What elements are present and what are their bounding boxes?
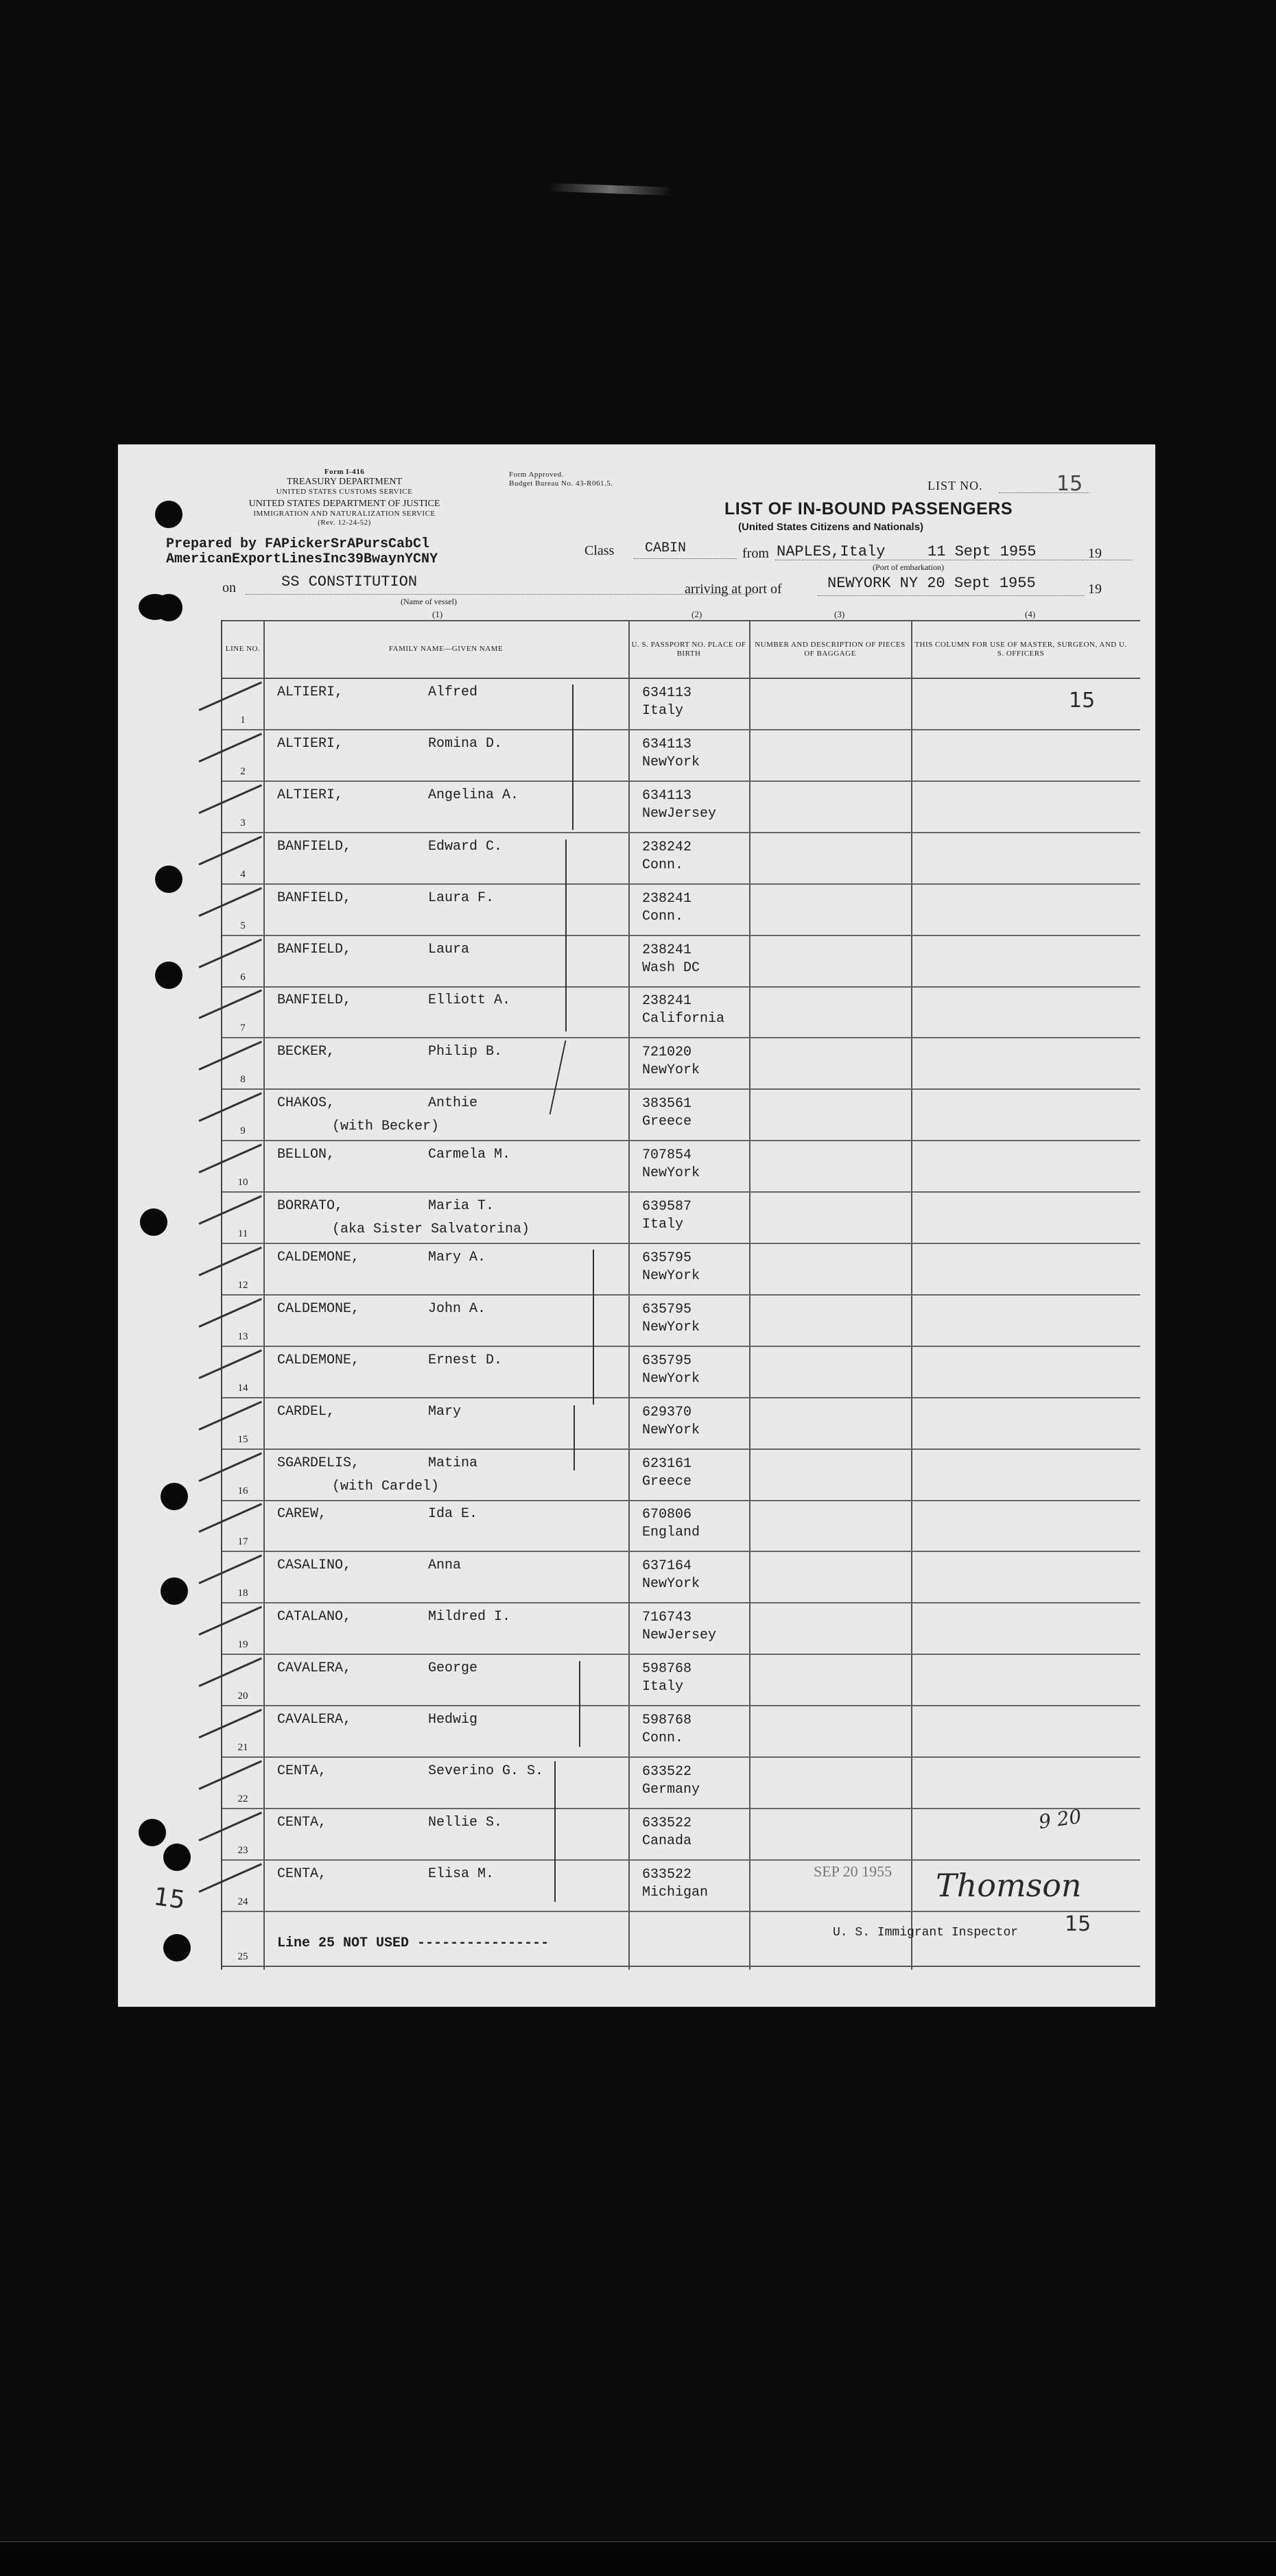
place-of-birth: England [642, 1525, 700, 1541]
given-name: Mary A. [428, 1249, 486, 1265]
line-number: 14 [237, 1382, 248, 1394]
family-name: BORRATO, [277, 1198, 344, 1214]
place-of-birth: Italy [642, 703, 684, 719]
port-embark-label: (Port of embarkation) [873, 562, 944, 572]
passport-number: 670806 [642, 1507, 692, 1523]
passport-cell [642, 1660, 692, 1696]
passport-number: 637164 [642, 1558, 692, 1575]
check-mark [198, 990, 262, 1019]
punch-hole [155, 501, 182, 528]
name-note: (with Cardel) [332, 1478, 440, 1494]
family-bracket [565, 839, 567, 1031]
punch-hole [155, 962, 182, 989]
check-mark [198, 1144, 262, 1173]
arrival-date-stamp: SEP 20 1955 [814, 1863, 893, 1880]
passport-number: 639587 [642, 1199, 692, 1215]
passport-number: 633522 [642, 1815, 692, 1831]
given-name: Angelina A. [428, 787, 519, 803]
family-bracket [554, 1761, 556, 1902]
line-number: 7 [240, 1023, 246, 1034]
passport-number: 238241 [642, 890, 692, 907]
passport-number: 634113 [642, 685, 692, 701]
table-row [222, 1705, 1140, 1758]
line-number: 11 [237, 1228, 248, 1239]
list-no-label: LIST NO. [928, 479, 983, 492]
passport-cell [642, 1352, 700, 1388]
passport-cell [642, 1763, 700, 1799]
from-value: NAPLES,Italy [777, 543, 886, 560]
family-name: SGARDELIS, [277, 1455, 360, 1471]
check-mark [198, 1863, 262, 1892]
check-mark [198, 1400, 262, 1430]
prepared-by: Prepared by FAPickerSrAPursCabCl [166, 536, 430, 552]
class-label: Class [584, 543, 615, 558]
check-mark [198, 1658, 262, 1687]
officer-count: 15 [1069, 689, 1096, 713]
inspector-signature: Thomson [936, 1867, 1082, 1904]
header-passport: U. S. PASSPORT NO. PLACE OF BIRTH [631, 640, 746, 658]
line-number: 20 [237, 1691, 248, 1702]
line-number: 12 [237, 1279, 248, 1291]
check-mark [198, 1555, 262, 1584]
family-name: BELLON, [277, 1147, 335, 1163]
given-name: John A. [428, 1300, 486, 1317]
table-row [222, 1088, 1140, 1141]
check-mark [198, 1503, 262, 1533]
passport-cell [642, 684, 692, 720]
header-name: FAMILY NAME—GIVEN NAME [388, 645, 504, 654]
table-row [222, 883, 1140, 936]
col3-marker: (3) [834, 609, 845, 619]
class-value: CABIN [645, 540, 687, 556]
check-mark [198, 887, 262, 916]
table-row [222, 1756, 1140, 1809]
manifest-subtitle: (United States Citizens and Nationals) [738, 521, 924, 533]
passport-number: 635795 [642, 1250, 692, 1266]
line-number: 2 [240, 765, 246, 777]
check-mark [198, 835, 262, 865]
check-mark [198, 1093, 262, 1122]
given-name: Elliott A. [428, 992, 511, 1009]
vessel-label: (Name of vessel) [401, 597, 457, 606]
given-name: Severino G. S. [428, 1763, 544, 1779]
table-row [222, 1602, 1140, 1655]
arrival-value: NEWYORK NY 20 Sept 1955 [827, 575, 1036, 592]
form-number: Form I-416 [324, 468, 365, 476]
year-prefix-arrival: 19 [1088, 582, 1102, 597]
table-row [222, 1294, 1140, 1347]
family-name: CALDEMONE, [277, 1249, 360, 1265]
place-of-birth: Greece [642, 1114, 692, 1130]
inspector-initials: 9 20 [1037, 1804, 1083, 1834]
passport-cell [642, 1250, 700, 1285]
line-number: 21 [237, 1742, 248, 1753]
punch-hole [161, 1577, 188, 1605]
inspector-label: U. S. Immigrant Inspector [833, 1926, 1019, 1940]
table-row [222, 729, 1140, 782]
customs-label: UNITED STATES CUSTOMS SERVICE [276, 487, 413, 496]
passport-cell [642, 1712, 692, 1748]
film-strip [0, 2541, 1276, 2576]
passport-number: 238241 [642, 942, 692, 958]
family-name: BANFIELD, [277, 941, 352, 957]
given-name: Anthie [428, 1095, 478, 1112]
col4-marker: (4) [1025, 609, 1036, 619]
family-name: CHAKOS, [277, 1095, 335, 1112]
place-of-birth: NewYork [642, 754, 700, 770]
passport-number: 634113 [642, 736, 692, 752]
passport-cell [642, 1198, 692, 1234]
family-name: CAREW, [277, 1506, 327, 1523]
table-row [222, 1140, 1140, 1193]
passport-cell [642, 1866, 708, 1902]
given-name: Ernest D. [428, 1352, 503, 1368]
table-row [222, 1448, 1140, 1501]
place-of-birth: Germany [642, 1781, 700, 1798]
line-number: 16 [237, 1485, 248, 1496]
passport-cell [642, 1044, 700, 1080]
name-note: (aka Sister Salvatorina) [332, 1221, 530, 1237]
family-name: CALDEMONE, [277, 1352, 360, 1368]
margin-count: 15 [152, 1883, 187, 1915]
unused-line-note: Line 25 NOT USED ---------------- [277, 1935, 550, 1951]
line-number: 10 [237, 1177, 248, 1189]
family-name: CALDEMONE, [277, 1300, 360, 1317]
vessel-underline [246, 594, 753, 595]
budget-label: Budget Bureau No. 43-R061.5. [509, 479, 613, 488]
manifest-title: LIST OF IN-BOUND PASSENGERS [724, 499, 1013, 518]
header-officers: THIS COLUMN FOR USE OF MASTER, SURGEON, AND U. S. OFFICERS [914, 640, 1127, 658]
place-of-birth: Italy [642, 1217, 684, 1232]
family-name: CENTA, [277, 1865, 327, 1882]
line-number: 3 [240, 817, 246, 828]
given-name: Romina D. [428, 735, 503, 752]
line-number: 19 [237, 1639, 248, 1651]
line-number: 17 [237, 1536, 248, 1548]
table-row [222, 1191, 1140, 1244]
table-row [222, 1243, 1140, 1296]
family-name: ALTIERI, [277, 684, 344, 700]
place-of-birth: NewYork [642, 1576, 700, 1593]
given-name: Mildred I. [428, 1609, 511, 1625]
given-name: Laura [428, 941, 470, 957]
family-name: ALTIERI, [277, 787, 344, 803]
passport-cell [642, 1815, 692, 1850]
place-of-birth: Michigan [642, 1884, 709, 1900]
family-name: CARDEL, [277, 1403, 335, 1420]
place-of-birth: NewYork [642, 1422, 700, 1438]
given-name: Laura F. [428, 890, 495, 906]
check-mark [198, 1606, 262, 1636]
punch-hole [140, 1208, 167, 1236]
family-name: BECKER, [277, 1044, 335, 1060]
passport-number: 635795 [642, 1301, 692, 1317]
given-name: Maria T. [428, 1198, 495, 1214]
ins-label: IMMIGRATION AND NATURALIZATION SERVICE [253, 510, 436, 518]
check-mark [198, 1195, 262, 1224]
line-number: 23 [237, 1844, 248, 1856]
place-of-birth: Conn. [642, 857, 684, 873]
list-no-value: 15 [1056, 472, 1083, 496]
punch-hole [163, 1844, 191, 1871]
passport-number: 238241 [642, 993, 692, 1010]
line-number: 25 [237, 1951, 248, 1962]
rev-label: (Rev. 12-24-52) [318, 518, 371, 527]
check-mark [198, 938, 262, 968]
check-mark [198, 732, 262, 762]
given-name: George [428, 1660, 478, 1677]
line-number: 15 [237, 1433, 248, 1445]
place-of-birth: NewYork [642, 1319, 700, 1335]
year-prefix: 19 [1088, 546, 1102, 561]
family-name: ALTIERI, [277, 735, 344, 752]
table-row [222, 1499, 1140, 1552]
family-name: BANFIELD, [277, 992, 352, 1009]
line-number: 18 [237, 1588, 248, 1599]
table-row [222, 1808, 1140, 1861]
passport-number: 721020 [642, 1045, 692, 1061]
passport-number: 633522 [642, 1866, 692, 1883]
form-approval-block [509, 470, 687, 488]
form-agency-block [235, 468, 454, 527]
place-of-birth: NewJersey [642, 805, 717, 822]
place-of-birth: Italy [642, 1679, 684, 1695]
place-of-birth: California [642, 1011, 725, 1027]
place-of-birth: Conn. [642, 908, 684, 925]
film-smudge [549, 183, 672, 195]
passport-cell [642, 1609, 716, 1645]
from-label: from [742, 546, 769, 561]
arriving-label: arriving at port of [685, 582, 782, 597]
passport-number: 716743 [642, 1610, 692, 1626]
given-name: Matina [428, 1455, 478, 1471]
table-row [222, 1037, 1140, 1090]
passport-cell [642, 942, 700, 977]
departure-date: 11 Sept 1955 [928, 543, 1037, 560]
family-name: CASALINO, [277, 1558, 352, 1574]
family-name: CENTA, [277, 1814, 327, 1830]
passport-number: 633522 [642, 1763, 692, 1780]
class-underline [634, 558, 737, 559]
check-mark [198, 1041, 262, 1071]
given-name: Anna [428, 1558, 462, 1574]
place-of-birth: NewJersey [642, 1627, 717, 1644]
passport-cell [642, 787, 716, 823]
place-of-birth: Wash DC [642, 959, 700, 976]
family-name: CATALANO, [277, 1609, 352, 1625]
family-name: BANFIELD, [277, 838, 352, 855]
passport-cell [642, 1404, 700, 1440]
name-note: (with Becker) [332, 1119, 440, 1135]
punch-hole [155, 594, 182, 621]
inspector-count: 15 [1065, 1912, 1091, 1936]
line-number: 5 [240, 920, 246, 931]
check-mark [198, 1760, 262, 1789]
given-name: Elisa M. [428, 1865, 495, 1882]
passport-cell [642, 992, 724, 1028]
line-number: 22 [237, 1793, 248, 1804]
family-bracket [593, 1250, 594, 1405]
line-number: 24 [237, 1896, 248, 1907]
col2-marker: (2) [692, 609, 702, 619]
passenger-manifest-page [118, 444, 1155, 2007]
given-name: Mary [428, 1403, 462, 1420]
arrival-underline [818, 595, 1084, 596]
table-row [222, 832, 1140, 885]
check-mark [198, 681, 262, 711]
line-number: 1 [240, 715, 246, 726]
given-name: Alfred [428, 684, 478, 700]
passport-cell [642, 1147, 700, 1182]
on-label: on [222, 580, 236, 595]
family-name: BANFIELD, [277, 890, 352, 906]
passport-number: 238242 [642, 839, 692, 855]
place-of-birth: NewYork [642, 1267, 700, 1284]
check-mark [198, 1349, 262, 1379]
family-name: CAVALERA, [277, 1712, 352, 1728]
place-of-birth: NewYork [642, 1062, 700, 1079]
passport-number: 623161 [642, 1455, 692, 1472]
family-name: CAVALERA, [277, 1660, 352, 1677]
table-header [222, 620, 1140, 679]
check-mark [198, 1246, 262, 1276]
line-number: 4 [240, 868, 246, 880]
passport-cell [642, 1506, 700, 1542]
family-name: CENTA, [277, 1763, 327, 1779]
punch-hole [155, 866, 182, 893]
justice-label: UNITED STATES DEPARTMENT OF JUSTICE [248, 499, 440, 510]
passenger-table [221, 620, 1140, 1970]
passport-number: 707854 [642, 1147, 692, 1164]
line-number: 6 [240, 971, 246, 983]
table-row [222, 1551, 1140, 1603]
col1-marker: (1) [432, 609, 443, 619]
passport-number: 634113 [642, 787, 692, 804]
line-number: 8 [240, 1074, 246, 1086]
place-of-birth: NewYork [642, 1370, 700, 1387]
punch-hole [139, 1819, 166, 1846]
line-number: 13 [237, 1331, 248, 1342]
table-row [222, 1346, 1140, 1398]
passport-number: 383561 [642, 1096, 692, 1112]
family-bracket [574, 1405, 575, 1470]
line-number: 9 [240, 1125, 246, 1137]
passport-cell [642, 839, 692, 874]
header-baggage: NUMBER AND DESCRIPTION OF PIECES OF BAGGAGE [755, 640, 906, 658]
place-of-birth: Greece [642, 1473, 692, 1490]
passport-number: 635795 [642, 1352, 692, 1369]
check-mark [198, 1811, 262, 1841]
passport-cell [642, 890, 692, 926]
passport-cell [642, 736, 700, 772]
table-row [222, 780, 1140, 833]
table-row [222, 1654, 1140, 1706]
given-name: Nellie S. [428, 1814, 503, 1830]
punch-hole [161, 1483, 188, 1510]
passport-cell [642, 1558, 700, 1593]
table-row [222, 678, 1140, 730]
given-name: Edward C. [428, 838, 503, 855]
header-line-no: LINE NO. [225, 645, 261, 654]
place-of-birth: NewYork [642, 1165, 700, 1182]
check-mark [198, 1452, 262, 1481]
table-row [222, 1397, 1140, 1450]
table-row [222, 986, 1140, 1038]
check-mark [198, 1708, 262, 1738]
place-of-birth: Conn. [642, 1730, 684, 1746]
given-name: Philip B. [428, 1044, 503, 1060]
given-name: Carmela M. [428, 1147, 511, 1163]
passport-number: 598768 [642, 1713, 692, 1728]
given-name: Hedwig [428, 1712, 478, 1728]
check-mark [198, 1298, 262, 1327]
passport-cell [642, 1095, 692, 1131]
family-bracket [579, 1661, 580, 1747]
punch-hole [163, 1934, 191, 1961]
shipping-agent: AmericanExportLinesInc39BwaynYCNY [166, 551, 438, 567]
vessel-name: SS CONSTITUTION [281, 573, 418, 591]
passport-cell [642, 1455, 692, 1491]
table-row [222, 935, 1140, 988]
family-bracket [572, 684, 574, 830]
given-name: Ida E. [428, 1506, 478, 1523]
passport-number: 629370 [642, 1404, 692, 1420]
passport-cell [642, 1301, 700, 1337]
check-mark [198, 784, 262, 813]
approved-label: Form Approved. [509, 470, 564, 479]
treasury-label: TREASURY DEPARTMENT [286, 476, 403, 487]
place-of-birth: Canada [642, 1833, 692, 1849]
passport-number: 598768 [642, 1661, 692, 1678]
